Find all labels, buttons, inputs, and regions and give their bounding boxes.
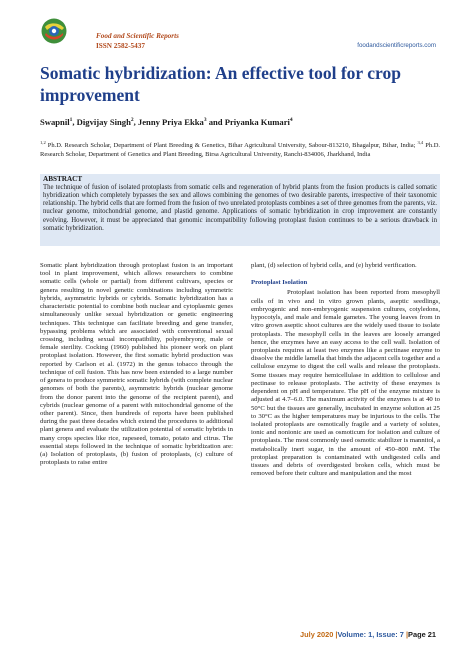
abstract-text: The technique of fusion of isolated protoplasts from somatic cells and regeneration of hybrid plants from the fusion products is called somatic hybridization which completely bypasses the sex and allows combining the genomes of two desirable parents, irrespective of their taxonomic relationship. The hybrid cells that are formed from the fusion of two unrelated protoplasts combines a set of three genomes from the parents, viz. nuclear genome, mitochondrial genome, and plastid genome. Applications of somatic hybridization in crop improvement are constantly evolving. However, it must be appreciated that genomic incompatibility following protoplast fusion continues to be a serious drawback in somatic hybridization. (43, 183, 437, 232)
author-separator: and (206, 117, 225, 127)
author-name: Jenny Priya Ekka (137, 117, 204, 127)
author-affiliation-mark: 4 (289, 117, 293, 124)
author-separator: , (72, 117, 77, 127)
body-column-right (251, 262, 440, 478)
author-affiliation-mark: 2 (130, 117, 134, 124)
author-separator: , (133, 117, 138, 127)
footer-page: Page 21 (408, 630, 436, 639)
globe-logo-icon (40, 16, 68, 46)
author-name: Digvijay Singh (76, 117, 131, 127)
footer-issue: Issue: 7 (376, 630, 404, 639)
abstract-box (40, 174, 440, 246)
body-paragraph: Protoplast isolation has been reported from mesophyll cells of in vivo and in vitro grown plants, aseptic seedlings, embryogenic and non-embryogenic suspension cultures, cotyledons, hypocotyls, and male and female gametes. The young leaves from in vitro grown aseptic shoot cultures are the widely used tissue to isolate protoplasts. The mesophyll cells in the leaves are loosely arranged hence, the enzymes have an easy access to the cell wall. Isolation of protoplasts requires at least two enzymes like a pectinase enzyme to dissolve the middle lamella that binds the adjacent cells together and a cellulose enzyme to digest the cell walls and release the protoplasts. Some tissues may require hemicellulase in addition to cellulose and pectinase to release protoplasts. The activity of these enzymes is dependent on pH and temperature. The pH of the enzyme mixture is adjusted at 4.7–6.0. The maximum activity of the enzymes is at 40 to 50°C but the tissues are generally, incubated in enzyme solution at 25 to 30°C as the higher temperatures may be injurious to the cells. The isolated protoplasts are osmotically fragile and a variety of solutes, ionic and nonionic are used as osmoticum for isolation and culture of protoplasts. The most commonly used osmotic stabilizer is mannitol, a metabolically inert sugar, in the amount of 450–800 mM. The protoplast preparation is contaminated with undigested cells and tissues and debris of overdigested broken cells, which must be removed before their culture and manipulation and the most (251, 289, 440, 478)
author-name: Priyanka Kumari (224, 117, 290, 127)
footer-date: July 2020 (300, 630, 334, 639)
author-affiliation-mark: 1 (69, 117, 73, 124)
author-affiliation-mark: 3 (203, 117, 207, 124)
body-paragraph: plant, (d) selection of hybrid cells, and (e) hybrid verification. (251, 262, 417, 269)
author-list (40, 117, 293, 127)
body-paragraph: Somatic plant hybridization through protoplast fusion is an important tool in plant improvement, which allows researchers to combine somatic cells (whole or partial) from different cultivars, species or genera resulting in novel genetic combinations including symmetric hybrids, asymmetric hybrids or cybrids. Somatic hybridization has a characteristic potential to combine both nuclear and cytoplasmic genes simultaneously unlike sexual hybridization or genetic engineering techniques. This technique can facilitate breeding and gene transfer, bypassing problems which are associated with conventional sexual crossing, including sexual incompatibility, polyembryony, male or female sterility. Cocking (1960) published his pioneer work on plant protoplast isolation. However, the first somatic hybrid production was reported by Carlson et al. (1972) in the genus tobacco through the technique of cell fusion. This has now been extended to a large number of genera to produce symmetric somatic hybrids (with complete nuclear genomes of both the parents), asymmetric hybrids (nuclear genome from the donor parent into the genome of the recipient parent), and cybrids (nuclear genome of a parent with mitochondrial genome of the other parent). Since, then hundreds of reports have been published during the past three decades which extend the procedures to additional plant genera and evaluate the utilization potential of somatic hybrids in many crops species like rice, rapeseed, tomato, potato and citrus. The essential steps followed in the technique of somatic hybridization are: (a) Isolation of protoplasts, (b) fusion of protoplasts, (c) culture of protoplasts to raise entire (40, 262, 233, 467)
affiliations (40, 139, 440, 159)
journal-issn: ISSN 2582-5437 (96, 42, 145, 50)
footer-separator: | (405, 630, 409, 639)
footer-separator: | (335, 630, 338, 639)
body-column-left (40, 262, 233, 467)
page-footer (300, 630, 436, 639)
footer-volume: Volume: 1, (337, 630, 375, 639)
affiliation-text: Ph.D. Research Scholar, Department of Plant Breeding & Genetics, Bihar Agricultural University, Sabour-813210, Bhagalpur, Bihar, India; (47, 142, 416, 150)
journal-name: Food and Scientific Reports (96, 32, 179, 40)
abstract-heading: ABSTRACT (43, 175, 83, 183)
author-name: Swapnil (40, 117, 70, 127)
journal-website[interactable]: foodandscientificreports.com (357, 42, 436, 49)
affiliation-mark: 3,4 (417, 140, 424, 145)
affiliation-mark: 1,2 (40, 140, 46, 145)
article-title: Somatic hybridization: An effective tool for crop improvement (40, 63, 401, 105)
section-heading: Protoplast Isolation (251, 279, 308, 287)
affiliation-text: Ph.D. Research Scholar, Department of Genetics and Plant Breeding, Birsa Agricultural University, Ranchi-834006, Jharkhand, India (40, 142, 441, 158)
